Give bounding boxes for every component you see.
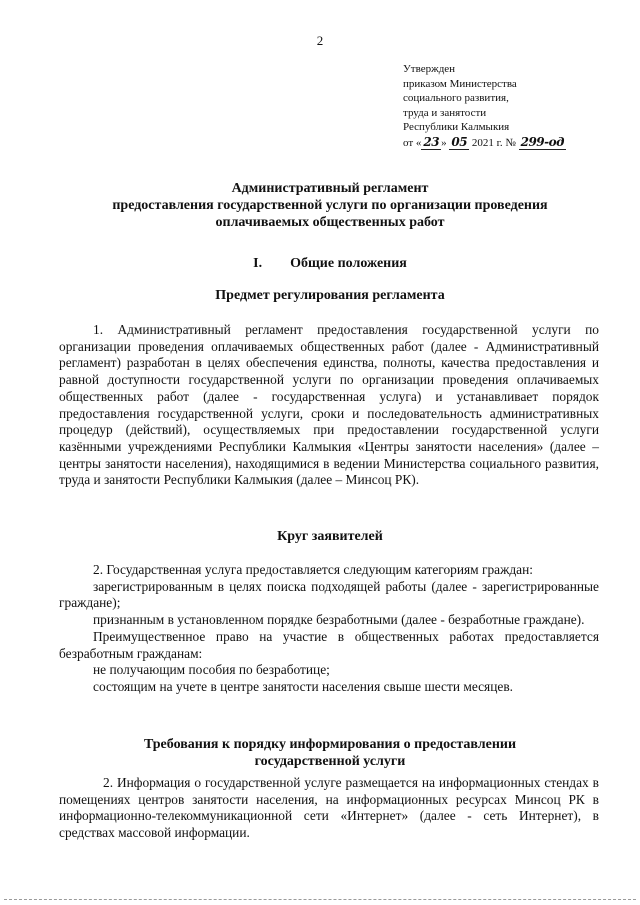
- heading-line: государственной услуги: [254, 754, 406, 769]
- paragraph: 2. Государственная услуга предоставляется следующим категориям граждан:: [93, 562, 534, 577]
- date-prefix: от «: [403, 136, 422, 149]
- approval-line: Республики Калмыкия: [403, 121, 510, 133]
- date-mid: »: [441, 136, 447, 149]
- page-bottom-rule: [4, 899, 636, 900]
- title-line: предоставления государственной услуги по организации проведения: [112, 198, 548, 213]
- approval-line: приказом Министерства: [403, 77, 517, 90]
- title-line: Административный регламент: [231, 181, 429, 196]
- date-year: 2021 г. №: [471, 136, 516, 149]
- page-number: 2: [316, 33, 324, 48]
- title-line: оплачиваемых общественных работ: [215, 215, 445, 230]
- subject-body: [59, 322, 599, 489]
- paragraph: состоящим на учете в центре занятости населения свыше шести месяцев.: [93, 678, 514, 694]
- approval-line: Утвержден: [403, 63, 456, 75]
- paragraph: Преимущественное право на участие в общественных работах предоставляется безработным гражданам:: [59, 628, 599, 661]
- paragraph: 1. Административный регламент предоставления государственной услуги по организации проведения оплачиваемых общественных работ (далее - Административный регламент) разработан в целях обеспечения единства, полноты, качества предоставления и равной доступности государственной услуги по организации проведения оплачиваемых общественных работ (далее - государственная услуга) и устанавливает порядок предоставления государственной услуги, сроки и последовательность административных процедур (действий), осуществляемых при предоставлении государственной услуги казёнными учреждениями Республики Калмыкия «Центры занятости населения» (далее – центры занятости населения), находящимися в ведении Министерства социального развития, труда и занятости Республики Калмыкия (далее – Минсоц РК).: [59, 322, 599, 488]
- subheading-informing: [40, 736, 620, 770]
- paragraph: 2. Информация о государственной услуге размещается на информационных стендах в помещениях центров занятости населения, на информационных ресурсах Минсоц РК в информационно-телекоммуникационной сети «Интернет» (далее - сеть Интернет), в средствах массовой информации.: [59, 775, 599, 841]
- applicants-body: [59, 562, 599, 696]
- approval-date-line: [403, 135, 633, 151]
- approval-line: социального развития,: [403, 92, 509, 104]
- approval-stamp: [403, 62, 633, 150]
- informing-body: [59, 775, 599, 842]
- document-title: [40, 180, 620, 231]
- paragraph: зарегистрированным в целях поиска подходящей работы (далее - зарегистрированные граждане);: [59, 578, 599, 611]
- section-title: Общие положения: [290, 256, 407, 271]
- heading-line: Требования к порядку информирования о предоставлении: [143, 737, 517, 752]
- approval-line: труда и занятости: [403, 106, 487, 119]
- paragraph: не получающим пособия по безработице;: [93, 662, 330, 678]
- handwritten-month: 05: [451, 134, 468, 149]
- section-heading: [40, 255, 620, 272]
- subheading-subject: Предмет регулирования регламента: [215, 288, 445, 303]
- section-number: I.: [253, 256, 263, 271]
- paragraph: признанным в установленном порядке безработными (далее - безработные граждане).: [93, 612, 585, 628]
- subheading-applicants: Круг заявителей: [277, 529, 383, 544]
- handwritten-order-number: 299-од: [520, 134, 564, 149]
- handwritten-day: 23: [423, 134, 440, 149]
